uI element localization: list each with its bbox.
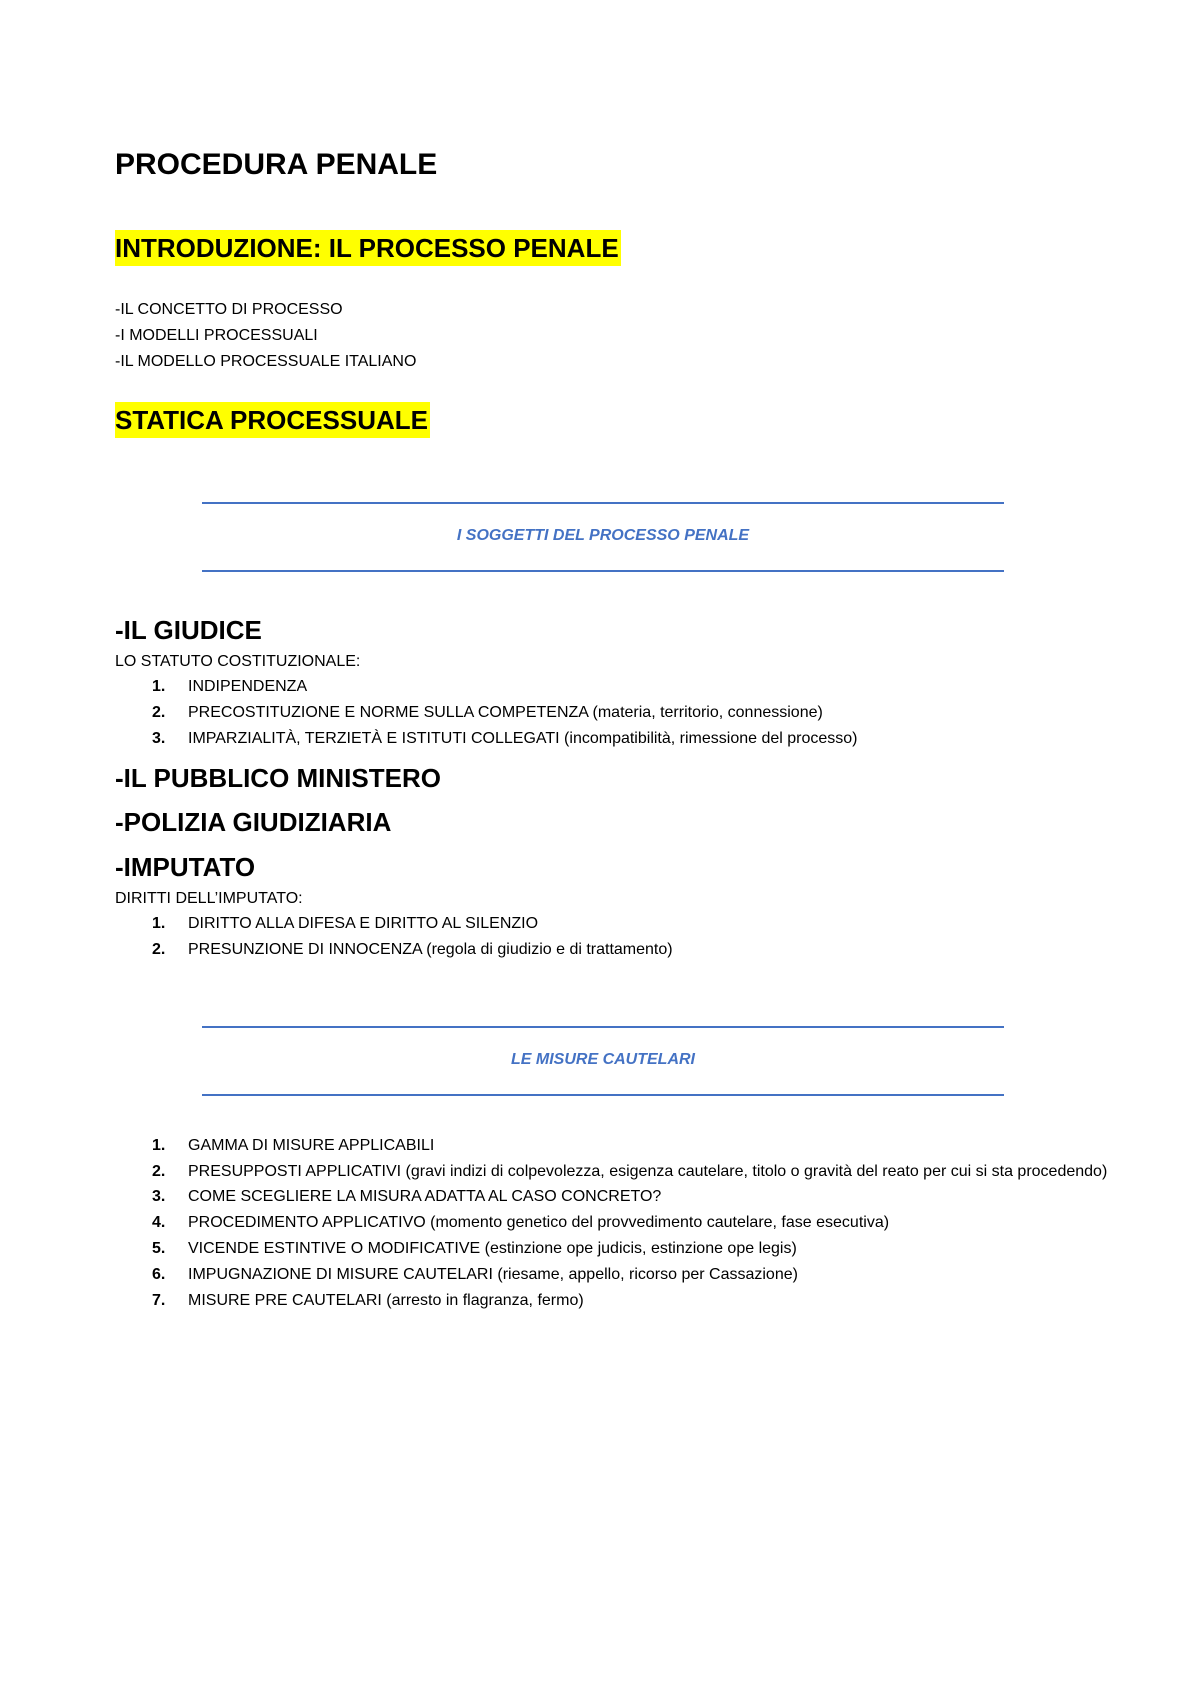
list-number: 2. bbox=[152, 941, 166, 958]
list-item bbox=[115, 1288, 1135, 1314]
list-number: 5. bbox=[152, 1240, 166, 1257]
quote-bottom-rule bbox=[202, 570, 1004, 572]
list-item bbox=[115, 726, 1135, 752]
list-text: GAMMA DI MISURE APPLICABILI bbox=[188, 1137, 435, 1154]
list-item bbox=[115, 911, 1135, 937]
list-text: IMPARZIALITÀ, TERZIETÀ E ISTITUTI COLLEGATI (incompatibilità, rimessione del processo) bbox=[188, 730, 858, 747]
imputato-list bbox=[115, 911, 1135, 963]
list-item bbox=[115, 1133, 1135, 1159]
giudice-label: LO STATUTO COSTITUZIONALE: bbox=[115, 653, 361, 670]
list-number: 2. bbox=[152, 704, 166, 721]
list-text: DIRITTO ALLA DIFESA E DIRITTO AL SILENZIO bbox=[188, 915, 539, 932]
list-item bbox=[115, 674, 1135, 700]
list-number: 1. bbox=[152, 1137, 166, 1154]
list-text: PRECOSTITUZIONE E NORME SULLA COMPETENZA (materia, territorio, connessione) bbox=[188, 704, 823, 721]
list-number: 3. bbox=[152, 1188, 166, 1205]
quote-bottom-rule bbox=[202, 1094, 1004, 1096]
list-number: 6. bbox=[152, 1266, 166, 1283]
quote-top-rule bbox=[202, 502, 1004, 504]
list-text: COME SCEGLIERE LA MISURA ADATTA AL CASO CONCRETO? bbox=[188, 1188, 662, 1205]
imputato-heading: -IMPUTATO bbox=[115, 852, 256, 882]
soggetti-quote-heading: I SOGGETTI DEL PROCESSO PENALE bbox=[456, 527, 750, 544]
list-text: INDIPENDENZA bbox=[188, 678, 308, 695]
misure-list bbox=[115, 1133, 1135, 1314]
introduction-heading: INTRODUZIONE: IL PROCESSO PENALE bbox=[115, 230, 621, 266]
list-text: VICENDE ESTINTIVE O MODIFICATIVE (estinzione ope judicis, estinzione ope legis) bbox=[188, 1240, 797, 1257]
list-text: MISURE PRE CAUTELARI (arresto in flagranza, fermo) bbox=[188, 1292, 584, 1309]
list-number: 3. bbox=[152, 730, 166, 747]
pubblico-ministero-heading: -IL PUBBLICO MINISTERO bbox=[115, 763, 441, 793]
list-text: PROCEDIMENTO APPLICATIVO (momento genetico del provvedimento cautelare, fase esecutiva) bbox=[188, 1214, 890, 1231]
list-number: 1. bbox=[152, 678, 166, 695]
list-text: PRESUPPOSTI APPLICATIVI (gravi indizi di colpevolezza, esigenza cautelare, titolo o gravità del reato per cui si sta procedendo) bbox=[188, 1163, 1108, 1180]
statica-heading: STATICA PROCESSUALE bbox=[115, 402, 430, 438]
list-item: -I MODELLI PROCESSUALI bbox=[115, 327, 318, 344]
list-number: 1. bbox=[152, 915, 166, 932]
list-item bbox=[115, 1210, 1135, 1236]
introduction-list bbox=[115, 297, 416, 375]
list-item bbox=[115, 937, 1135, 963]
list-item bbox=[115, 1262, 1135, 1288]
list-item bbox=[115, 1184, 1135, 1210]
imputato-label: DIRITTI DELL’IMPUTATO: bbox=[115, 890, 303, 907]
list-text: PRESUNZIONE DI INNOCENZA (regola di giudizio e di trattamento) bbox=[188, 941, 673, 958]
list-item bbox=[115, 700, 1135, 726]
polizia-heading: -POLIZIA GIUDIZIARIA bbox=[115, 807, 392, 837]
list-item: -IL CONCETTO DI PROCESSO bbox=[115, 301, 343, 318]
list-number: 2. bbox=[152, 1163, 166, 1180]
list-item bbox=[115, 1159, 1135, 1184]
document-title: PROCEDURA PENALE bbox=[115, 148, 438, 181]
giudice-heading: -IL GIUDICE bbox=[115, 615, 262, 645]
list-item bbox=[115, 1236, 1135, 1262]
list-number: 4. bbox=[152, 1214, 166, 1231]
list-item: -IL MODELLO PROCESSUALE ITALIANO bbox=[115, 353, 417, 370]
list-number: 7. bbox=[152, 1292, 166, 1309]
misure-quote-heading: LE MISURE CAUTELARI bbox=[511, 1051, 695, 1068]
quote-top-rule bbox=[202, 1026, 1004, 1028]
giudice-list bbox=[115, 674, 1135, 752]
list-text: IMPUGNAZIONE DI MISURE CAUTELARI (riesame, appello, ricorso per Cassazione) bbox=[188, 1266, 798, 1283]
